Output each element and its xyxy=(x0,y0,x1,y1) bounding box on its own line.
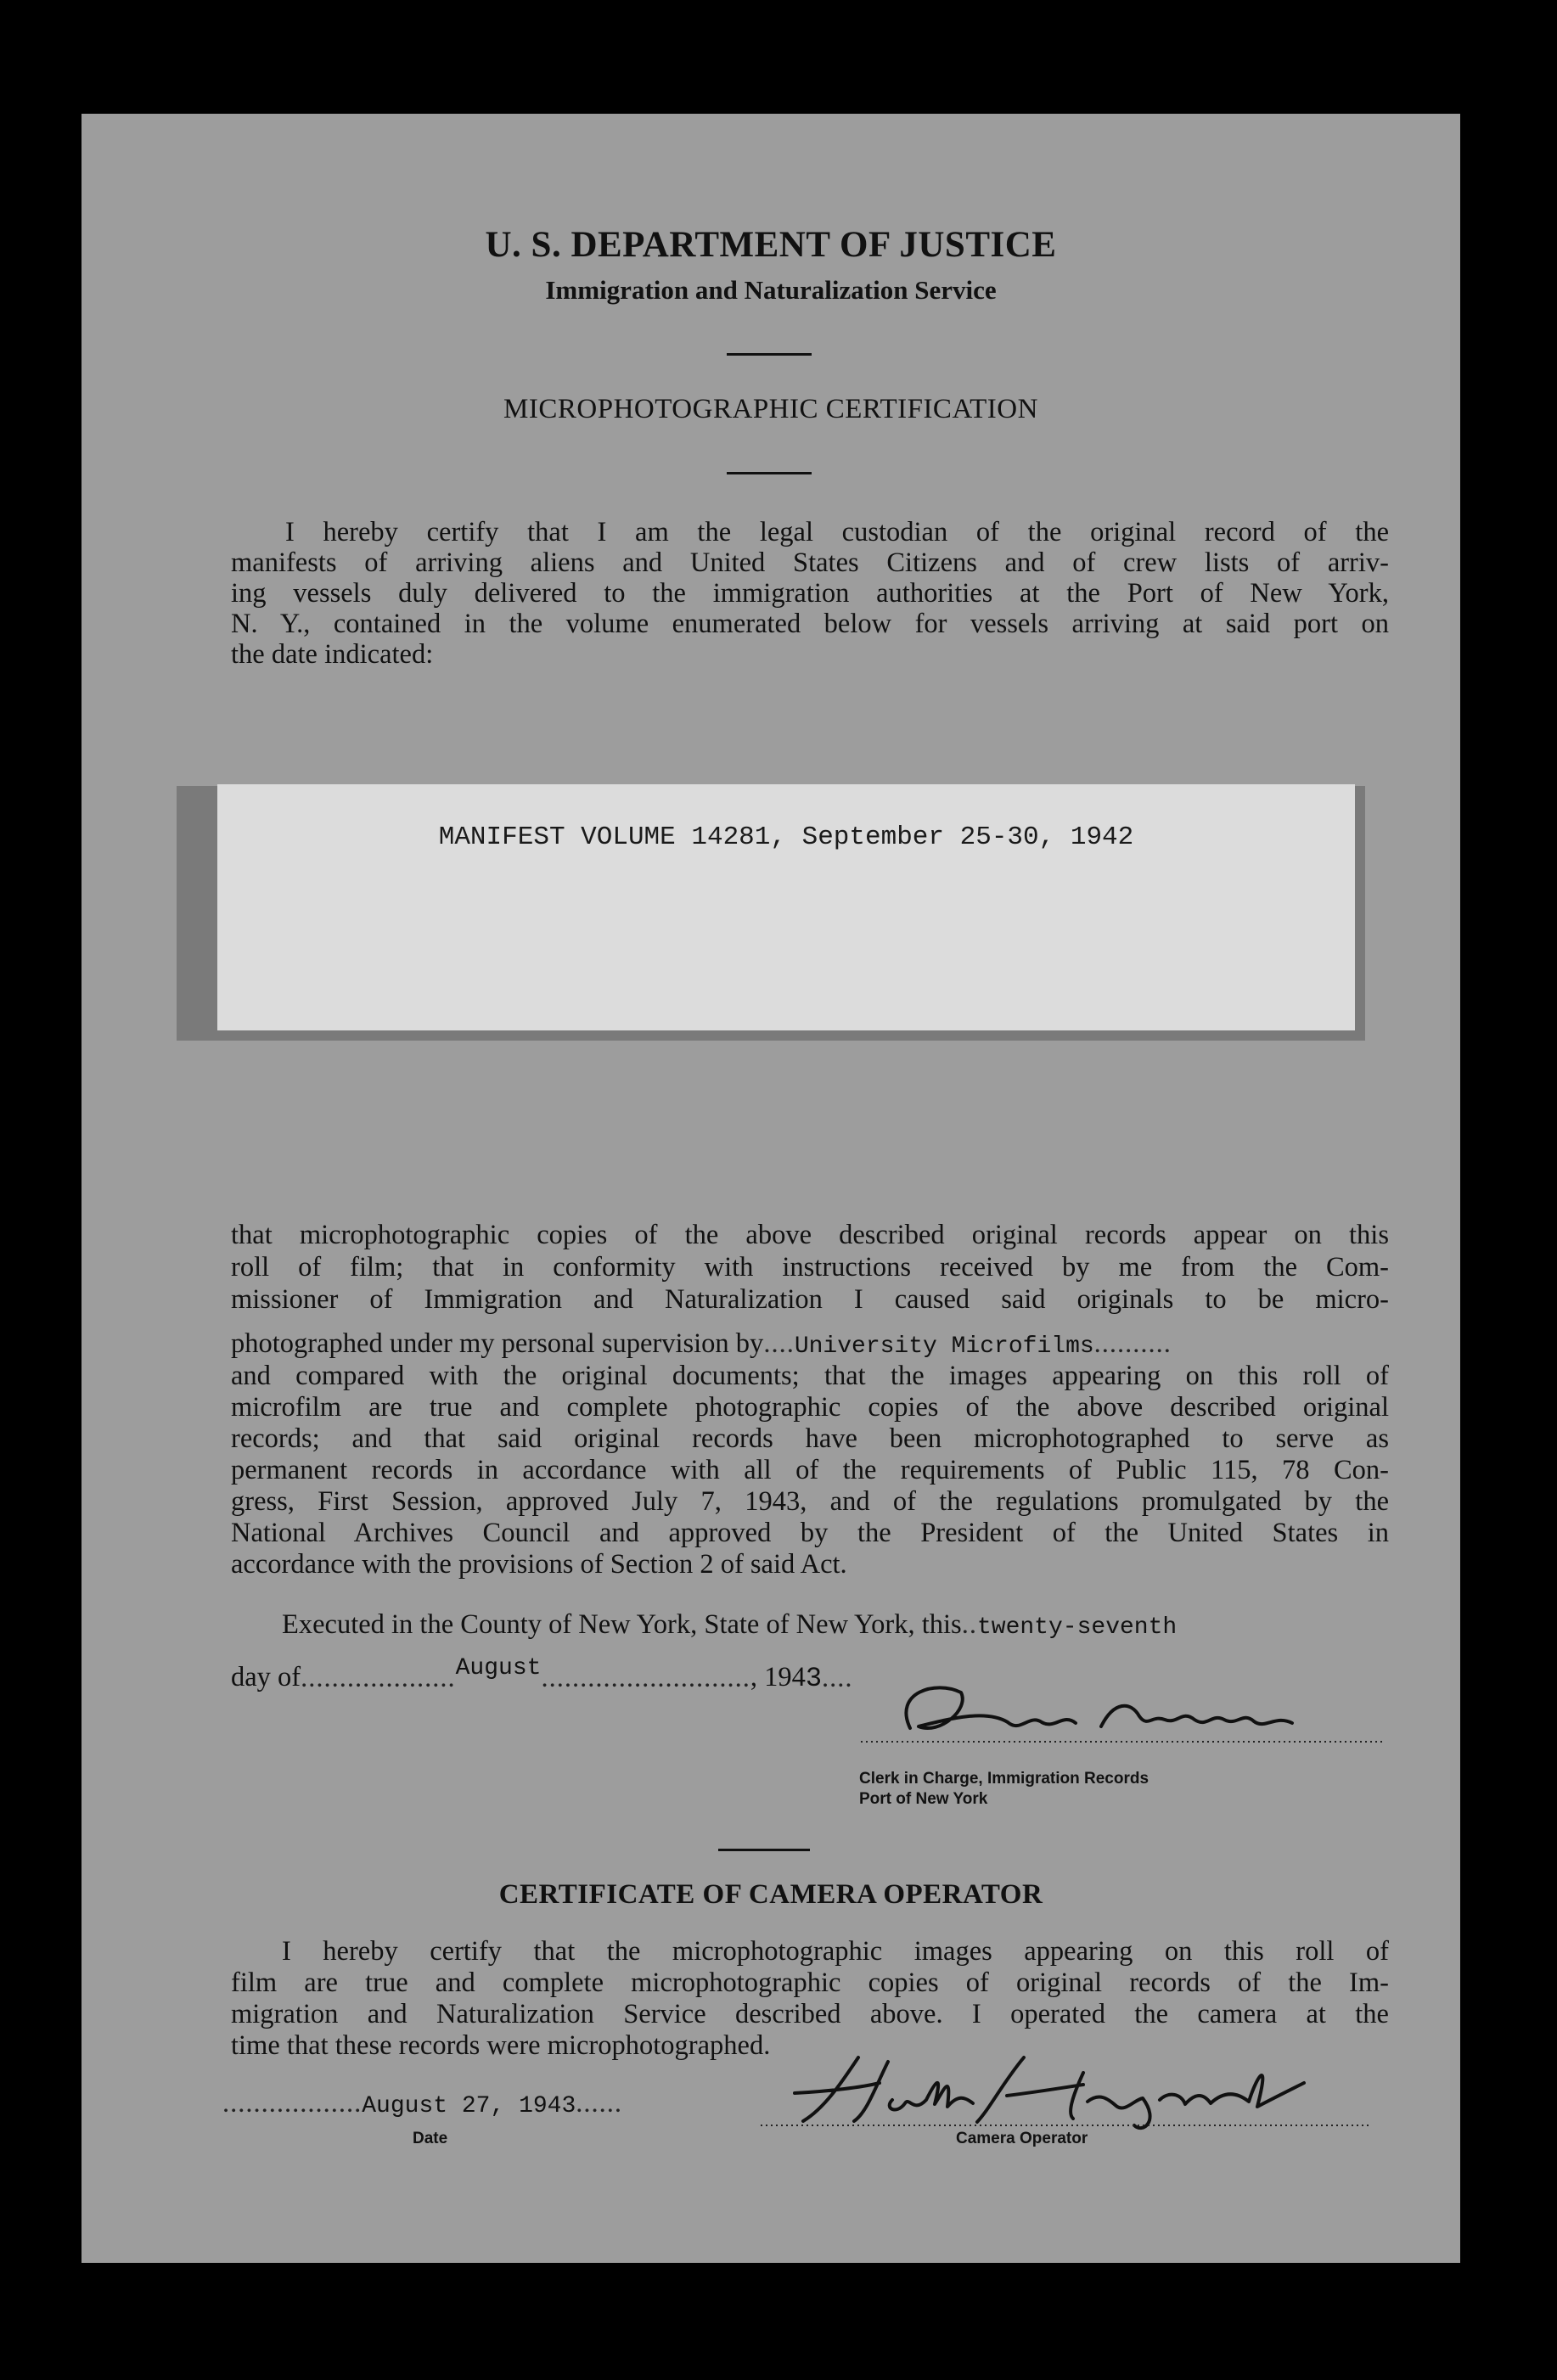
camera-date-value: August 27, 1943 xyxy=(362,2093,576,2119)
camera-date-label: Date xyxy=(413,2130,448,2147)
body-line-company xyxy=(231,1328,1389,1360)
camera-operator-label: Camera Operator xyxy=(956,2130,1088,2147)
intro-line: I hereby certify that I am the legal custodian of the original record of the xyxy=(285,517,1389,547)
camera-line: migration and Naturalization Service described above. I operated the camera at the xyxy=(231,1999,1389,2029)
divider-rule xyxy=(727,472,812,474)
dot-leader: ........................... xyxy=(541,1663,750,1693)
dot-leader: .......... xyxy=(1093,1328,1172,1359)
divider-rule xyxy=(718,1849,810,1851)
body-line: roll of film; that in conformity with instructions received by me from the Com- xyxy=(231,1252,1389,1283)
body-line: National Archives Council and approved by the President of the United States in xyxy=(231,1518,1389,1548)
body-line: gress, First Session, approved July 7, 1943, and of the regulations promulgated by the xyxy=(231,1486,1389,1517)
service-subheading: Immigration and Naturalization Service xyxy=(545,275,997,305)
dot-leader: .. xyxy=(961,1609,977,1640)
camera-operator-signature-image xyxy=(761,2040,1389,2134)
intro-line: N. Y., contained in the volume enumerated below for vessels arriving at said port on xyxy=(231,609,1389,639)
body-line: permanent records in accordance with all of the requirements of Public 115, 78 Con- xyxy=(231,1455,1389,1485)
executed-prefix: Executed in the County of New York, State of New York, this xyxy=(282,1609,962,1640)
clerk-signature-image xyxy=(859,1676,1402,1752)
manifest-volume-text: MANIFEST VOLUME 14281, September 25-30, 1942 xyxy=(438,822,1134,852)
manifest-volume-card xyxy=(217,784,1355,1030)
camera-line: film are true and complete microphotographic copies of original records of the Im- xyxy=(231,1967,1389,1998)
camera-date-line xyxy=(222,2088,622,2119)
executed-month-value: August xyxy=(455,1655,542,1681)
camera-line: time that these records were microphotographed. xyxy=(231,2030,771,2061)
certification-title: MICROPHOTOGRAPHIC CERTIFICATION xyxy=(503,394,1038,424)
certificate-page xyxy=(82,114,1460,2263)
executed-line xyxy=(282,1609,1177,1641)
dot-leader: .................. xyxy=(222,2088,363,2119)
body-line-prefix: photographed under my personal supervision by xyxy=(231,1328,764,1359)
dot-leader: .................... xyxy=(301,1663,456,1693)
body-line: and compared with the original documents; that the images appearing on this roll of xyxy=(231,1361,1389,1391)
camera-certificate-title: CERTIFICATE OF CAMERA OPERATOR xyxy=(498,1879,1043,1910)
body-line: records; and that said original records have been microphotographed to serve as xyxy=(231,1423,1389,1454)
company-name: University Microfilms xyxy=(794,1333,1094,1360)
clerk-title-line1: Clerk in Charge, Immigration Records xyxy=(859,1770,1149,1788)
intro-line: manifests of arriving aliens and United States Citizens and of crew lists of arriv- xyxy=(231,547,1389,578)
dot-leader: .... xyxy=(822,1663,853,1693)
body-line: that microphotographic copies of the above described original records appear on this xyxy=(231,1220,1389,1250)
executed-year-digit: 3 xyxy=(805,1663,823,1694)
body-line: microfilm are true and complete photographic copies of the above described original xyxy=(231,1392,1389,1423)
executed-year-prefix: , 194 xyxy=(750,1662,806,1692)
body-line: missioner of Immigration and Naturalization I caused said originals to be micro- xyxy=(231,1284,1389,1315)
clerk-title-line2: Port of New York xyxy=(859,1790,988,1808)
intro-line: the date indicated: xyxy=(231,639,434,670)
executed-day-value: twenty-seventh xyxy=(976,1614,1178,1641)
dot-leader: .... xyxy=(763,1328,795,1359)
department-heading: U. S. DEPARTMENT OF JUSTICE xyxy=(485,225,1057,265)
body-line: accordance with the provisions of Section 2 of said Act. xyxy=(231,1549,847,1580)
camera-line: I hereby certify that the microphotographic images appearing on this roll of xyxy=(282,1936,1389,1967)
divider-rule xyxy=(727,353,812,356)
dot-leader: ...... xyxy=(576,2088,623,2119)
intro-line: ing vessels duly delivered to the immigration authorities at the Port of New York, xyxy=(231,578,1389,609)
day-of-line xyxy=(231,1655,853,1694)
day-of-label: day of xyxy=(231,1662,301,1692)
